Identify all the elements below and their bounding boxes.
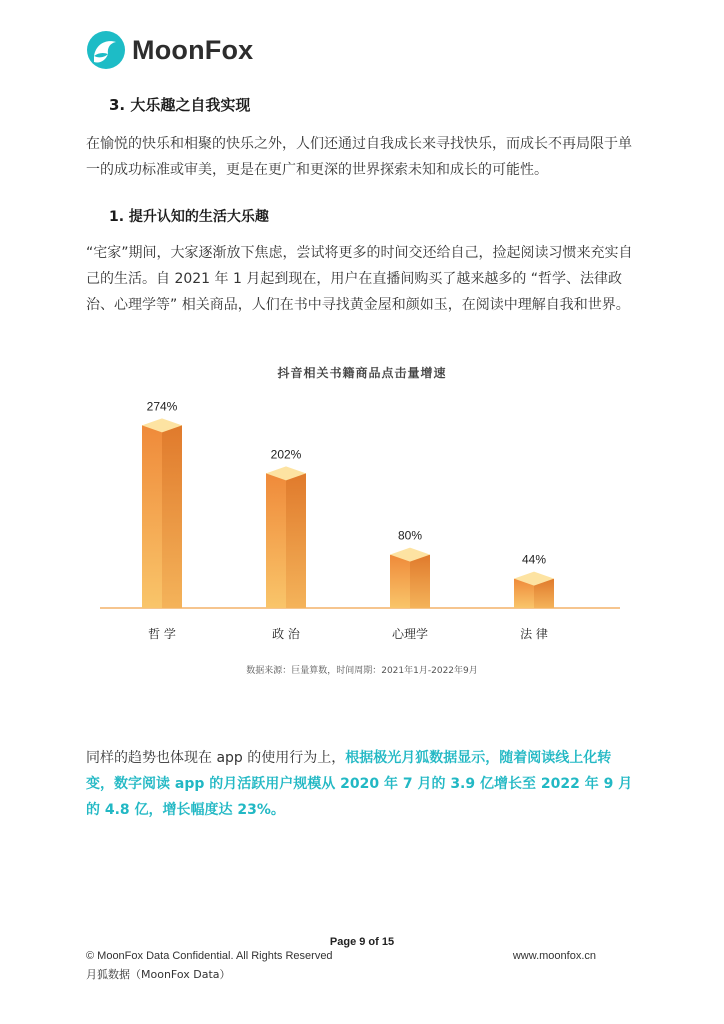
- bar-2-front: [390, 555, 410, 608]
- bar-1-value-label: 202%: [270, 447, 302, 462]
- footer-website[interactable]: www.moonfox.cn: [512, 950, 596, 962]
- closing-plain-text: 同样的趋势也体现在 app 的使用行为上，: [86, 750, 346, 766]
- chart-source: 数据来源：巨量算数，时间周期：2021年1月-2022年9月: [246, 666, 478, 676]
- bar-1-category-label: 政 治: [272, 627, 300, 641]
- bar-3-value-label: 44%: [521, 552, 547, 567]
- page-number: Page 9 of 15: [329, 936, 395, 948]
- logo: [86, 28, 253, 72]
- moonfox-logo-icon: [86, 30, 126, 70]
- bar-2-side: [410, 555, 430, 608]
- bar-0-value-label: 274%: [146, 399, 178, 414]
- logo-text: MoonFox: [132, 34, 254, 65]
- bar-2-value-label: 80%: [397, 528, 423, 543]
- bar-2-category-label: 心理学: [391, 627, 429, 641]
- bar-chart: [100, 388, 624, 650]
- body-paragraph: “宅家”期间，大家逐渐放下焦虑，尝试将更多的时间交还给自己，捡起阅读习惯来充实自己的生活。自 2021 年 1 月起到现在，用户在直播间购买了越来越多的 “哲学、法律政治、心理学等” 相关商品，人们在书中寻找黄金屋和颜如玉，在阅读中理解自我和世界。: [86, 245, 633, 313]
- closing-highlight-text: 根据极光月狐数据显示，随着阅读线上化转变，数字阅读 app 的月活跃用户规模从 2020 年 7 月的 3.9 亿增长至 2022 年 9 月的 4.8 亿，增长幅度达 23%。: [86, 750, 633, 818]
- bar-1-front: [266, 473, 286, 608]
- sub-heading: 1. 提升认知的生活大乐趣: [109, 209, 269, 225]
- section-heading: 3. 大乐趣之自我实现: [109, 96, 251, 114]
- bar-3-category-label: 法 律: [520, 627, 548, 641]
- intro-paragraph: 在愉悦的快乐和相聚的快乐之外，人们还通过自我成长来寻找快乐，而成长不再局限于单一的成功标准或审美，更是在更广和更深的世界探索未知和成长的可能性。: [86, 136, 632, 178]
- bar-0-category-label: 哲 学: [148, 627, 176, 641]
- bar-1-side: [286, 473, 306, 608]
- closing-paragraph: [86, 745, 638, 823]
- chart-title: 抖音相关书籍商品点击量增速: [277, 366, 447, 380]
- footer-company: 月狐数据（MoonFox Data）: [86, 968, 231, 981]
- bar-0-side: [162, 425, 182, 608]
- bar-0-front: [142, 425, 162, 608]
- footer-confidential: © MoonFox Data Confidential. All Rights Reserved: [86, 950, 333, 962]
